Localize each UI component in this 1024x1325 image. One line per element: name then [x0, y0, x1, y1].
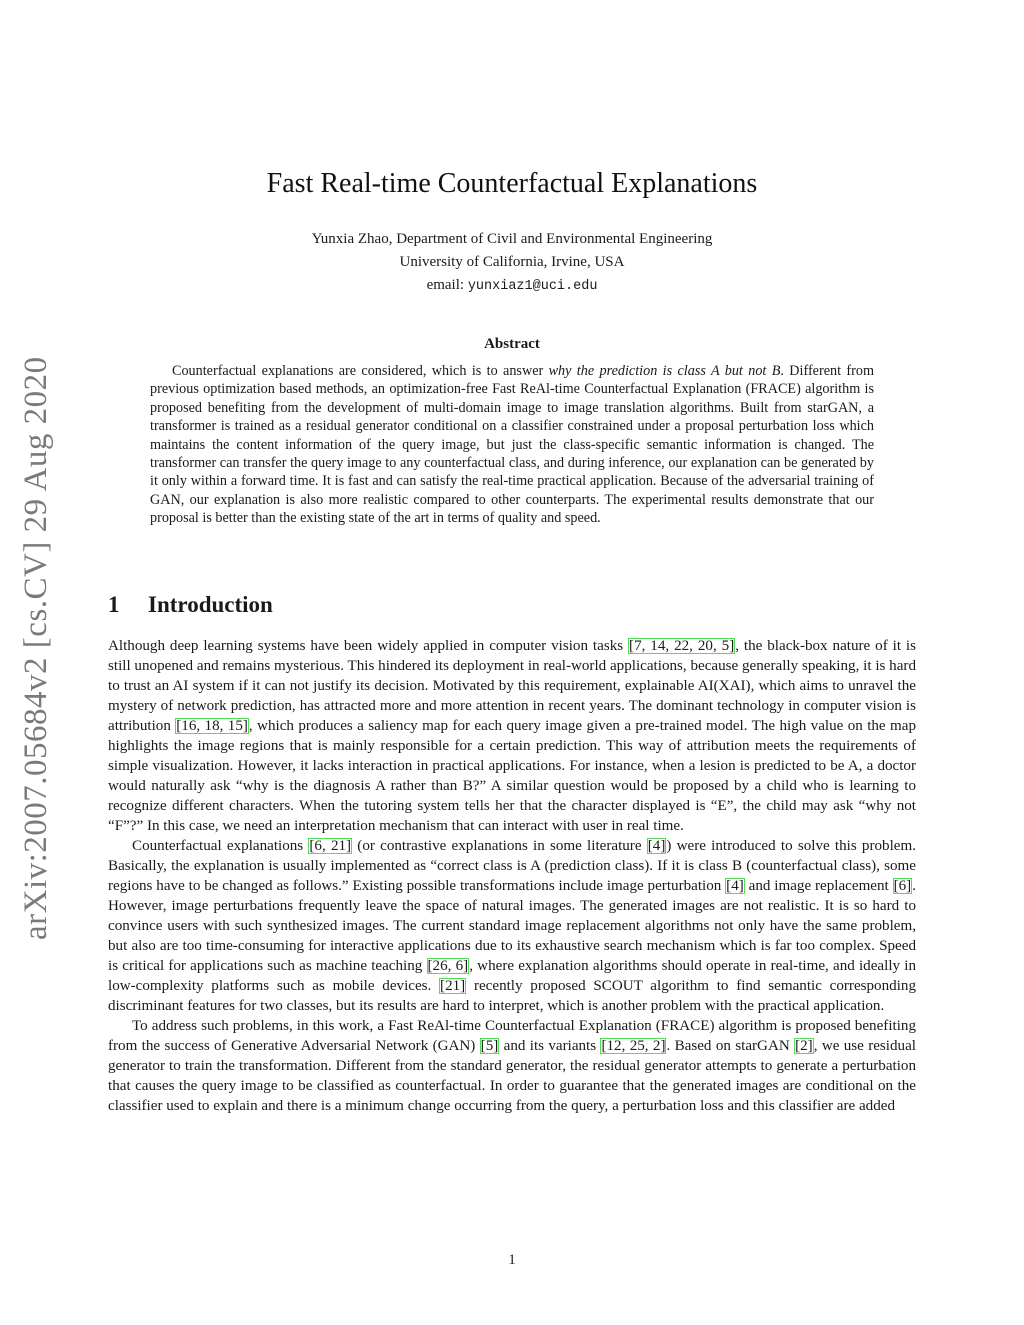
paragraph-2: [108, 836, 916, 1016]
abstract-heading: Abstract: [484, 336, 540, 352]
paragraph-text: ) were introduced to solve this problem. Basically, the explanation is usually implemented as “correct class is A (prediction class). If it is class B (counterfactual class), some regions have to be changed as follows.” Existing possible transformations include image perturbation: [108, 838, 916, 894]
email-label: email:: [426, 277, 465, 293]
paragraph-text: . However, image perturbations frequently leave the space of natural images. The generated images are not realistic. It is so hard to convince users with such synthesized images. The current standard image replacement algorithms not only have the same problem, but also are too time-consuming for interactive applications due to its exhaustive search mechanism which is far too complex. Speed is critical for applications such as machine teaching: [108, 878, 916, 974]
section-number: 1: [108, 592, 120, 617]
paragraph-1: [108, 636, 916, 836]
abstract-lead: Counterfactual explanations are considered, which is to answer: [172, 363, 549, 379]
citation-link[interactable]: [26, 6]: [427, 958, 469, 974]
author-email-line: [0, 274, 1024, 298]
paragraph-text: and image replacement: [744, 878, 893, 894]
abstract-emphasis: why the prediction is class A but not B: [548, 363, 781, 379]
introduction-body: [108, 636, 916, 1116]
citation-link[interactable]: [16, 18, 15]: [176, 718, 248, 734]
citation-link[interactable]: [4]: [726, 878, 744, 894]
paragraph-3: [108, 1016, 916, 1116]
paragraph-text: Counterfactual explanations: [132, 838, 309, 854]
paragraph-text: Although deep learning systems have been widely applied in computer vision tasks: [108, 638, 629, 654]
citation-link[interactable]: [6, 21]: [309, 838, 352, 854]
paragraph-text: , where explanation algorithms should operate in real-time, and ideally in low-complexity platforms such as mobile devices.: [108, 958, 916, 994]
author-affiliation: Yunxia Zhao, Department of Civil and Environmental Engineering: [311, 231, 713, 247]
paragraph-text: (or contrastive explanations in some literature: [352, 838, 647, 854]
paragraph-text: and its variants: [499, 1038, 601, 1054]
author-university: University of California, Irvine, USA: [399, 254, 625, 270]
paragraph-text: , the black-box nature of it is still unopened and remains mysterious. This hindered its deployment in real-world applications, because generally speaking, it is hard to trust an AI system if it can not justify its decision. Motivated by this requirement, explainable AI(XAI), which aims to unravel the mystery of network prediction, has attracted more and more attention in recent years. The dominant technology in computer vision is attribution: [108, 638, 916, 734]
citation-link[interactable]: [4]: [647, 838, 666, 854]
paragraph-text: . Based on starGAN: [666, 1038, 795, 1054]
paragraph-text: To address such problems, in this work, a Fast ReAl-time Counterfactual Explanation (FRACE) algorithm is proposed benefiting from the success of Generative Adversarial Network (GAN): [108, 1018, 916, 1054]
abstract-text: . Different from previous optimization based methods, an optimization-free Fast ReAl-time Counterfactual Explanation (FRACE) algorithm is proposed benefiting from the development of multi-domain image to image translation algorithms. Built from starGAN, a transformer is trained as a residual generator conditional on a classifier constrained under a proposal perturbation loss which maintains the content information of the query image, but just the class-specific semantic information is changed. The transformer can transfer the query image to any counterfactual class, and during inference, our explanation can be generated by it only within a forward time. It is fast and can satisfy the real-time practical application. Because of the adversarial training of GAN, our explanation is also more realistic compared to other counterparts. The experimental results demonstrate that our proposal is better than the existing state of the art in terms of quality and speed.: [150, 363, 874, 527]
citation-link[interactable]: [6]: [893, 878, 912, 894]
paragraph-text: recently proposed SCOUT algorithm to find semantic corresponding discriminant features for two classes, but its results are hard to interpret, which is another problem with the practical application.: [108, 978, 916, 1014]
citation-link[interactable]: [5]: [480, 1038, 499, 1054]
citation-link[interactable]: [21]: [440, 978, 466, 994]
citation-link[interactable]: [2]: [795, 1038, 813, 1054]
citation-link[interactable]: [7, 14, 22, 20, 5]: [629, 638, 735, 654]
paragraph-text: , which produces a saliency map for each query image given a pre-trained model. The high value on the map highlights the image regions that is mainly responsible for a certain prediction. This way of attribution meets the requirements of simple visualization. However, it lacks interaction in practical applications. For instance, when a lesion is predicted to be A, a doctor would naturally ask “why is the diagnosis A rather than B?” A similar question would be proposed by a child who is learning to recognize different characters. When the tutoring system tells her that the character displayed is “E”, the child may ask “why not “F”?” In this case, we need an interpretation mechanism that can interact with user in real time.: [108, 718, 916, 834]
section-heading: [108, 592, 908, 618]
paper-title: Fast Real-time Counterfactual Explanations: [266, 168, 758, 199]
page-number: 1: [508, 1252, 516, 1268]
email-address[interactable]: yunxiaz1@uci.edu: [467, 279, 598, 294]
author-block: [0, 228, 1024, 298]
abstract-body: [150, 362, 874, 528]
citation-link[interactable]: [12, 25, 2]: [601, 1038, 666, 1054]
section-title: Introduction: [148, 592, 273, 617]
paragraph-text: , we use residual generator to train the transformation. Different from the standard generator, the residual generator attempts to generate a perturbation that causes the query image to be classified as counterfactual. In order to guarantee that the generated images are conditional on the classifier used to explain and there is a minimum change occurring from the query, a perturbation loss and this classifier are added: [108, 1038, 916, 1114]
arxiv-identifier-stamp: arXiv:2007.05684v2 [cs.CV] 29 Aug 2020: [18, 356, 54, 940]
